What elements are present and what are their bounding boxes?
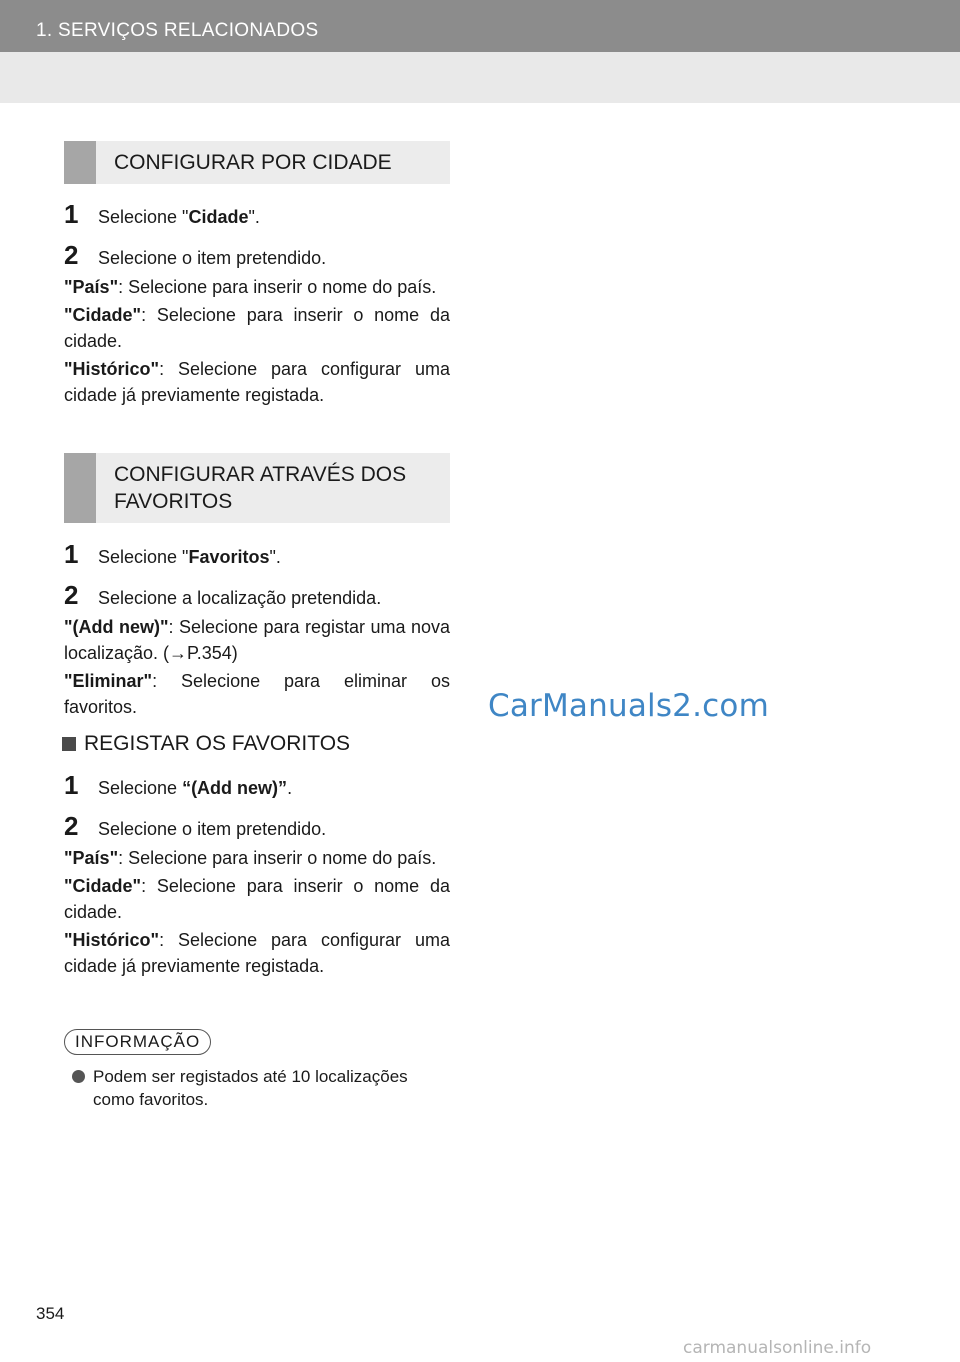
section-heading-text <box>114 453 416 523</box>
option-label: "Eliminar" <box>64 671 153 691</box>
option-label: "Cidade" <box>64 876 142 896</box>
step-1 <box>64 772 450 799</box>
step-number: 1 <box>64 770 79 800</box>
option-label: "País" <box>64 848 119 868</box>
step-text-post: ". <box>269 547 281 567</box>
option-eliminar <box>64 668 450 720</box>
option-text: : Selecione para eliminar os favoritos. <box>64 671 450 717</box>
option-text: : Selecione para registar uma nova localização. (→P.354) <box>64 617 450 663</box>
step-number: 2 <box>64 811 79 841</box>
option-pais <box>64 845 450 871</box>
section-heading-bar <box>64 141 96 184</box>
option-historico <box>64 356 450 408</box>
option-label: "(Add new)" <box>64 617 169 637</box>
step-text-bold: “(Add new)” <box>182 778 288 798</box>
subsection-heading-text: REGISTAR OS FAVORITOS <box>84 732 351 755</box>
option-label: "Histórico" <box>64 359 160 379</box>
option-text: : Selecione para inserir o nome do país. <box>118 277 437 297</box>
section-registar-favoritos <box>64 732 450 979</box>
step-text-pre: Selecione " <box>98 207 189 227</box>
step-text-post: . <box>287 778 293 798</box>
step-text-post: ". <box>248 207 260 227</box>
section-heading <box>64 141 450 184</box>
option-text: : Selecione para configurar uma cidade já previamente registada. <box>64 930 450 976</box>
section-heading-text: CONFIGURAR POR CIDADE <box>114 151 392 174</box>
step-text <box>98 778 292 799</box>
step-2 <box>64 582 450 609</box>
section-heading-line2: FAVORITOS <box>114 490 233 513</box>
page-number: 354 <box>36 1304 65 1323</box>
step-number: 2 <box>64 240 79 270</box>
subsection-heading <box>64 732 450 756</box>
option-label: "Histórico" <box>64 930 160 950</box>
section-configurar-favoritos <box>64 453 450 720</box>
option-text: : Selecione para inserir o nome da cidade. <box>64 305 450 351</box>
step-number: 1 <box>64 539 79 569</box>
bullet-dot-icon <box>72 1070 85 1083</box>
step-text <box>98 547 281 568</box>
step-text-pre: Selecione " <box>98 547 189 567</box>
step-number: 1 <box>64 199 79 229</box>
watermark-logo: CarManuals2.com <box>488 688 769 724</box>
step-2 <box>64 242 450 269</box>
info-block <box>64 1029 450 1111</box>
option-text: : Selecione para inserir o nome do país. <box>118 848 437 868</box>
section-heading <box>64 453 450 523</box>
option-text: : Selecione para inserir o nome da cidade. <box>64 876 450 922</box>
info-label: INFORMAÇÃO <box>64 1029 211 1055</box>
header-band <box>0 52 960 103</box>
step-1 <box>64 541 450 568</box>
chapter-title: 1. SERVIÇOS RELACIONADOS <box>36 20 319 41</box>
step-number: 2 <box>64 580 79 610</box>
step-text-bold: Favoritos <box>188 547 270 567</box>
square-bullet-icon <box>62 737 76 751</box>
step-text <box>98 207 260 228</box>
step-text: Selecione a localização pretendida. <box>98 588 382 608</box>
header-bar <box>0 0 960 52</box>
info-bullet <box>64 1065 450 1111</box>
section-heading-bar <box>64 453 96 523</box>
section-configurar-por-cidade <box>64 141 450 408</box>
option-historico <box>64 927 450 979</box>
step-2 <box>64 813 450 840</box>
step-text: Selecione o item pretendido. <box>98 248 327 268</box>
option-label: "País" <box>64 277 119 297</box>
step-1 <box>64 201 450 228</box>
option-label: "Cidade" <box>64 305 142 325</box>
option-cidade <box>64 302 450 354</box>
option-pais <box>64 274 450 300</box>
option-add-new <box>64 614 450 666</box>
section-heading-line1: CONFIGURAR ATRAVÉS DOS <box>114 463 407 486</box>
step-text: Selecione o item pretendido. <box>98 819 327 839</box>
step-text-bold: Cidade <box>188 207 249 227</box>
option-text: : Selecione para configurar uma cidade já previamente registada. <box>64 359 450 405</box>
info-bullet-text: Podem ser registados até 10 localizações como favoritos. <box>93 1067 408 1109</box>
option-cidade <box>64 873 450 925</box>
step-text-pre: Selecione <box>98 778 183 798</box>
footer-watermark: carmanualsonline.info <box>683 1338 872 1358</box>
